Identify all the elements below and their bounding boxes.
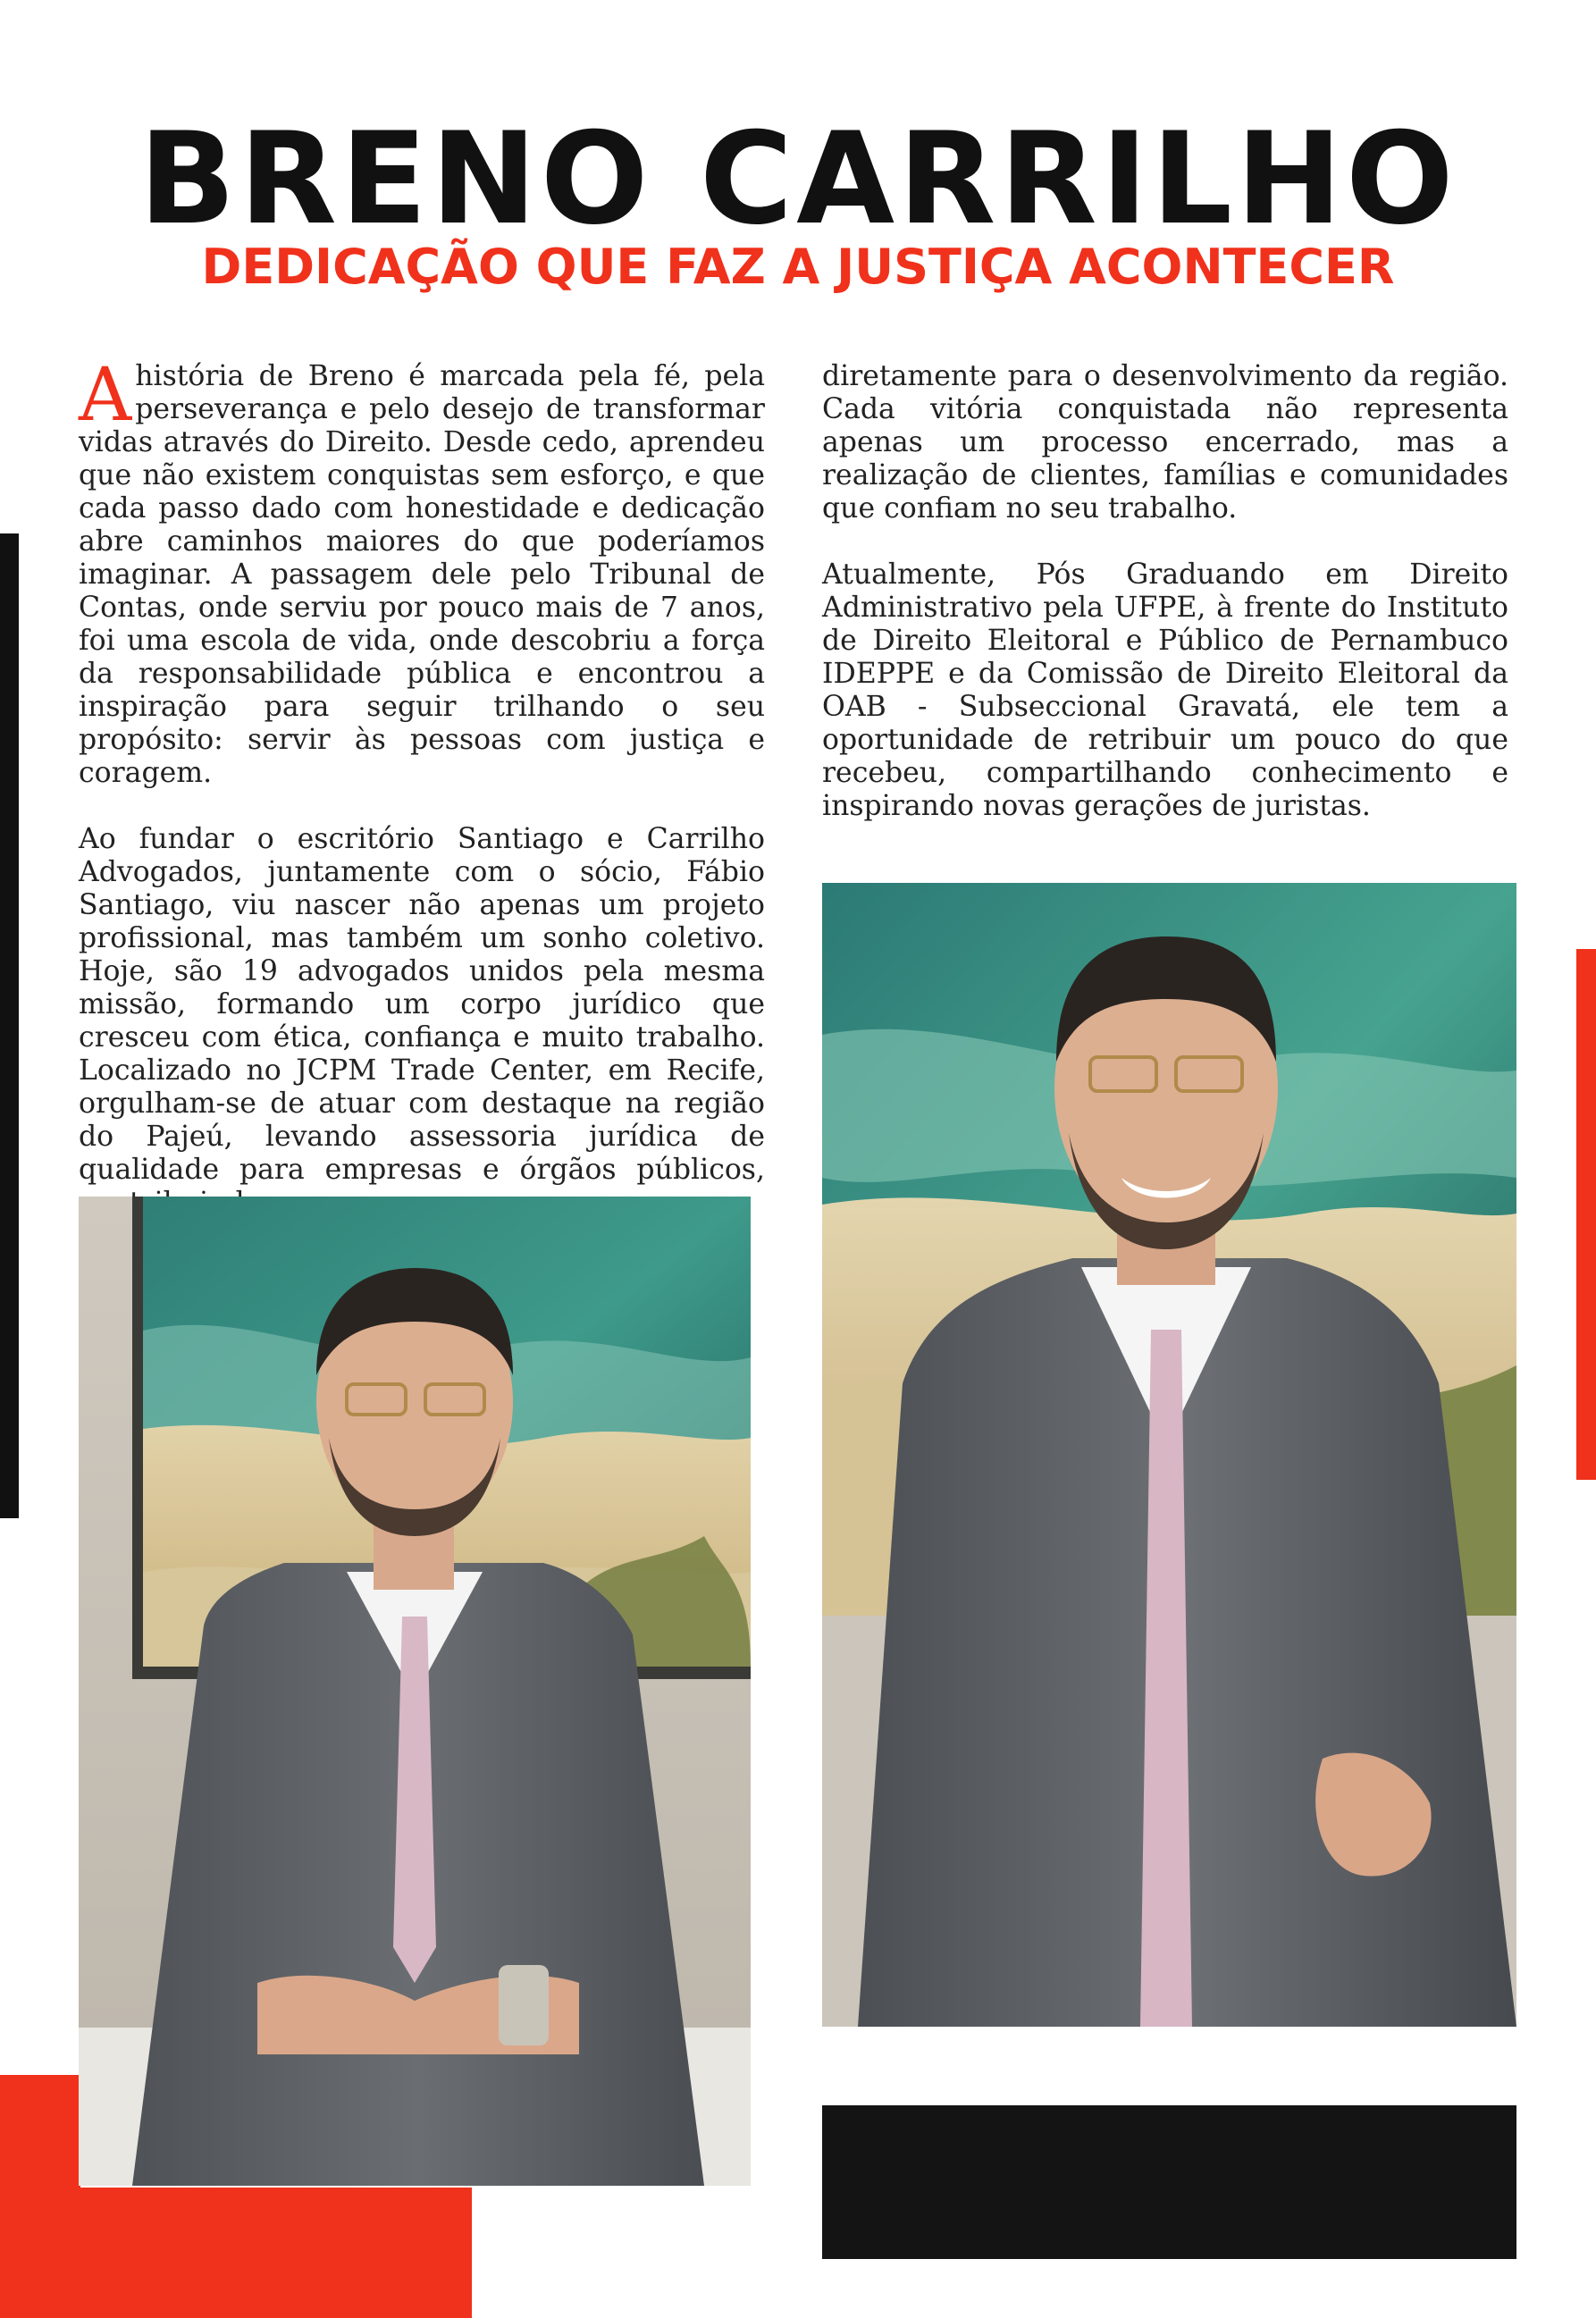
page-subtitle: DEDICAÇÃO QUE FAZ A JUSTIÇA ACONTECER — [201, 239, 1395, 295]
black-accent-bar-left — [0, 533, 19, 1518]
paragraph-intro-text: história de Breno é marcada pela fé, pela perseverança e pelo desejo de transformar vidas através do Direito. Desde cedo, aprendeu que não existem conquistas sem esforço, e que cada passo dado com honestidade e dedicação abre caminhos maiores do que poderíamos imaginar. A passagem dele pelo Tribunal de Contas, onde serviu por pouco mais de 7 anos, foi uma escola de vida, onde descobriu a força da responsabilidade pública e encontrou a inspiração para seguir trilhando o seu propósito: servir às pessoas com justiça e coragem. — [79, 360, 765, 789]
red-accent-block-bottom — [0, 2188, 472, 2318]
article-column-right — [822, 360, 1508, 823]
article-column-left — [79, 353, 765, 1220]
drop-cap: A — [79, 353, 132, 438]
paragraph-firm-continued: diretamente para o desenvolvimento da região. Cada vitória conquistada não representa apenas um processo encerrado, mas a realização de clientes, famílias e comunidades que confiam no seu trabalho. — [822, 360, 1508, 525]
paragraph-intro — [79, 353, 765, 790]
red-accent-bar-right — [1576, 949, 1596, 1480]
portrait-photo-seated — [79, 1197, 751, 2186]
paragraph-firm: Ao fundar o escritório Santiago e Carrilho Advogados, juntamente com o sócio, Fábio Santiago, viu nascer não apenas um projeto profissional, mas também um sonho coletivo. Hoje, são 19 advogados unidos pela mesma missão, formando um corpo jurídico que cresceu com ética, confiança e muito trabalho. Localizado no JCPM Trade Center, em Recife, orgulham-se de atuar com destaque na região do Pajeú, levando assessoria jurídica de qualidade para empresas e órgãos públicos, — [79, 823, 765, 1186]
black-accent-block-right — [822, 2105, 1516, 2259]
portrait-photo-standing — [822, 883, 1516, 2027]
page-title: BRENO CARRILHO — [139, 105, 1457, 253]
paragraph-current: Atualmente, Pós Graduando em Direito Administrativo pela UFPE, à frente do Instituto de Direito Eleitoral e Público de Pernambuco IDEPPE e da Comissão de Direito Eleitoral da OAB - Subseccional Gravatá, ele tem a oportunidade de retribuir um pouco do que recebeu, compartilhando conhecimento e inspirando novas gerações de juristas. — [822, 559, 1508, 822]
